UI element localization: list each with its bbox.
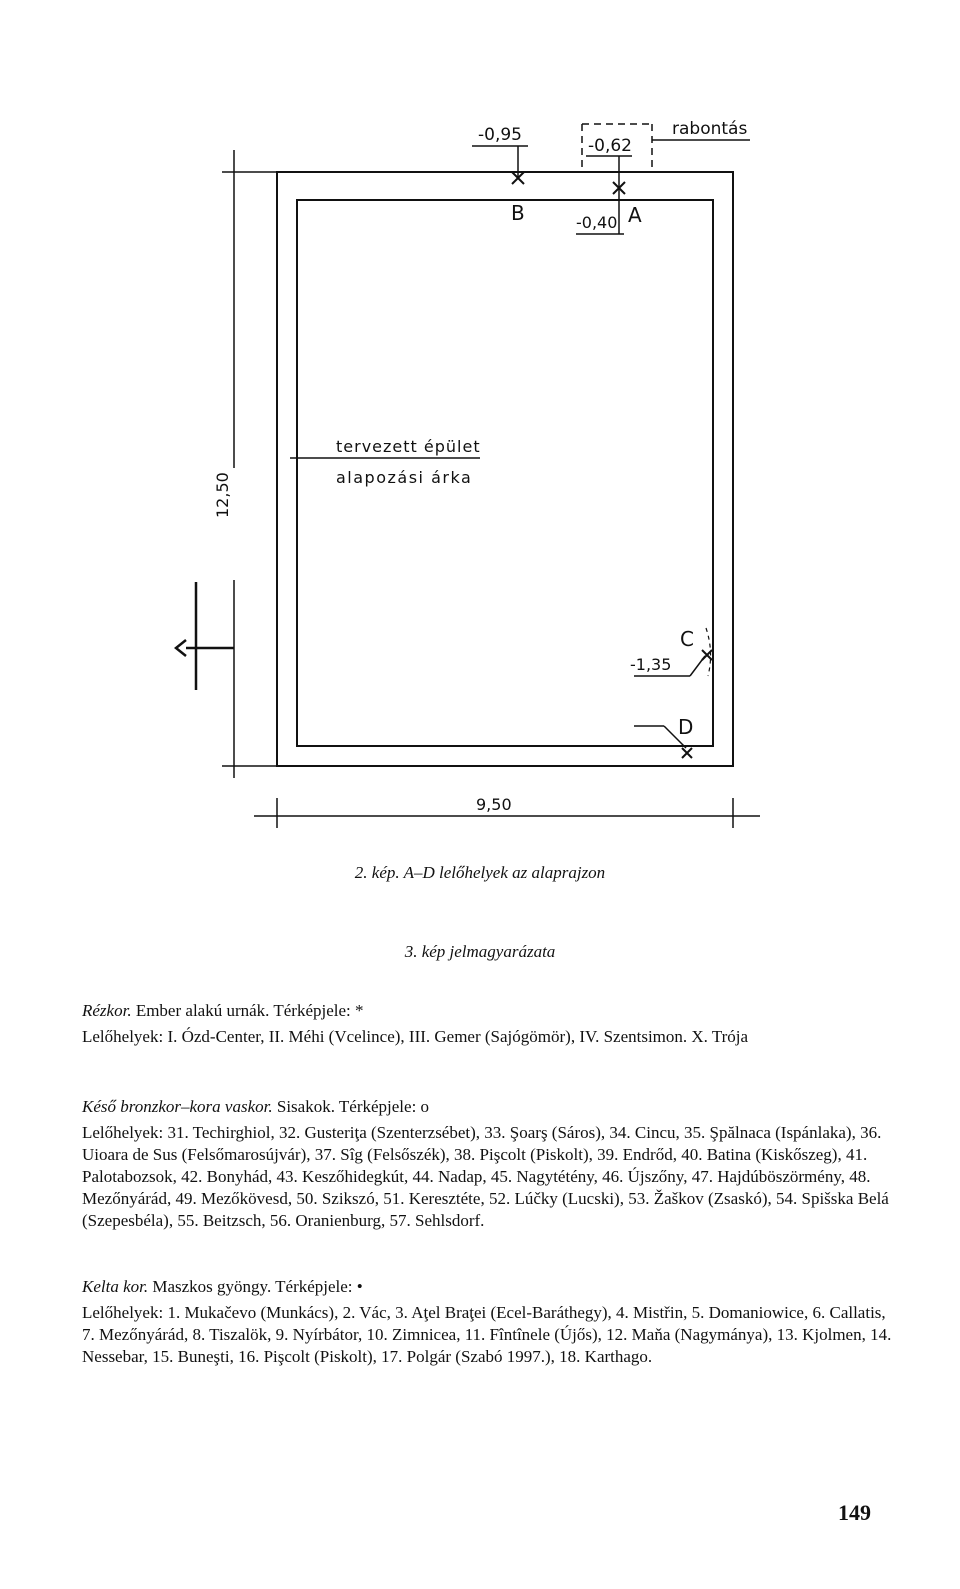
legend-heading <box>82 1096 892 1118</box>
legend-bronze-iron-age <box>82 1096 892 1232</box>
legend-heading <box>82 1000 892 1022</box>
point-a-label: A <box>628 203 642 227</box>
sites-list: Lelőhelyek: 31. Techirghiol, 32. Gusteriţa (Szenterzsébet), 33. Şoarş (Sáros), 34. Cincu, 35. Şpălnaca (Ispánlaka), 36. Uioara de Sus (Felsőmarosújvár), 37. Sîg (Felsőszék), 38. Pişcolt (Piskolt), 39. Endrőd, 40. Batina (Kiskőszeg), 41. Palotabozsok, 42. Bonyhád, 43. Keszőhidegkút, 44. Nadap, 45. Nagytétény, 46. Újszőny, 47. Hajdúböszörmény, 48. Mezőnyárád, 49. Mezőkövesd, 50. Szikszó, 51. Keresztéte, 52. Lúčky (Lucski), 53. Žaškov (Zsaskó), 54. Spišska Belá (Szepesbéla), 55. Beitzsch, 56. Oranienburg, 57. Sehlsdorf. <box>82 1123 889 1230</box>
heading-rest: Ember alakú urnák. Térképjele: * <box>131 1001 364 1020</box>
period-name: Kelta kor. <box>82 1277 149 1296</box>
period-name: Rézkor. <box>82 1001 132 1020</box>
heading-rest: Sisakok. Térképjele: o <box>272 1097 430 1116</box>
foundation-label: alapozási árka <box>336 468 473 487</box>
height-dimension-label: 12,50 <box>213 472 232 518</box>
legend-heading <box>82 1276 892 1298</box>
page-number: 149 <box>838 1500 871 1525</box>
level-a-top-label: -0,62 <box>588 136 632 156</box>
trench-label: rabontás <box>672 119 748 139</box>
legend-celtic-age <box>82 1276 892 1368</box>
period-name: Késő bronzkor–kora vaskor. <box>82 1097 273 1116</box>
level-b-label: -0,95 <box>478 125 522 145</box>
point-c-label: C <box>680 627 694 651</box>
figure-3-caption: 3. kép jelmagyarázata <box>404 942 556 961</box>
building-label: tervezett épület <box>336 437 481 456</box>
sites-list: Lelőhelyek: I. Ózd-Center, II. Méhi (Vcelince), III. Gemer (Sajógömör), IV. Szentsimon. X. Trója <box>82 1027 749 1046</box>
point-d-label: D <box>678 715 694 739</box>
sites-list: Lelőhelyek: 1. Mukačevo (Munkács), 2. Vác, 3. Aţel Braţei (Ecel-Baráthegy), 4. Mistřin, 5. Domaniowice, 6. Callatis, 7. Mezőnyárád, 8. Tiszalök, 9. Nyírbátor, 10. Zimnicea, 11. Fîntînele (Újős), 12. Maňa (Nagymánya), 13. Kjolmen, 14. Nessebar, 15. Buneşti, 16. Pişcolt (Piskolt), 17. Polgár (Szabó 1997.), 18. Karthago. <box>82 1303 892 1366</box>
figure-2-caption: 2. kép. A–D lelőhelyek az alaprajzon <box>354 863 606 882</box>
level-a-label: -0,40 <box>576 213 618 232</box>
width-dimension-label: 9,50 <box>476 795 512 814</box>
heading-rest: Maszkos gyöngy. Térképjele: • <box>148 1277 363 1296</box>
point-b-label: B <box>511 201 525 225</box>
legend-copper-age <box>82 1000 892 1048</box>
level-c-label: -1,35 <box>630 655 672 674</box>
